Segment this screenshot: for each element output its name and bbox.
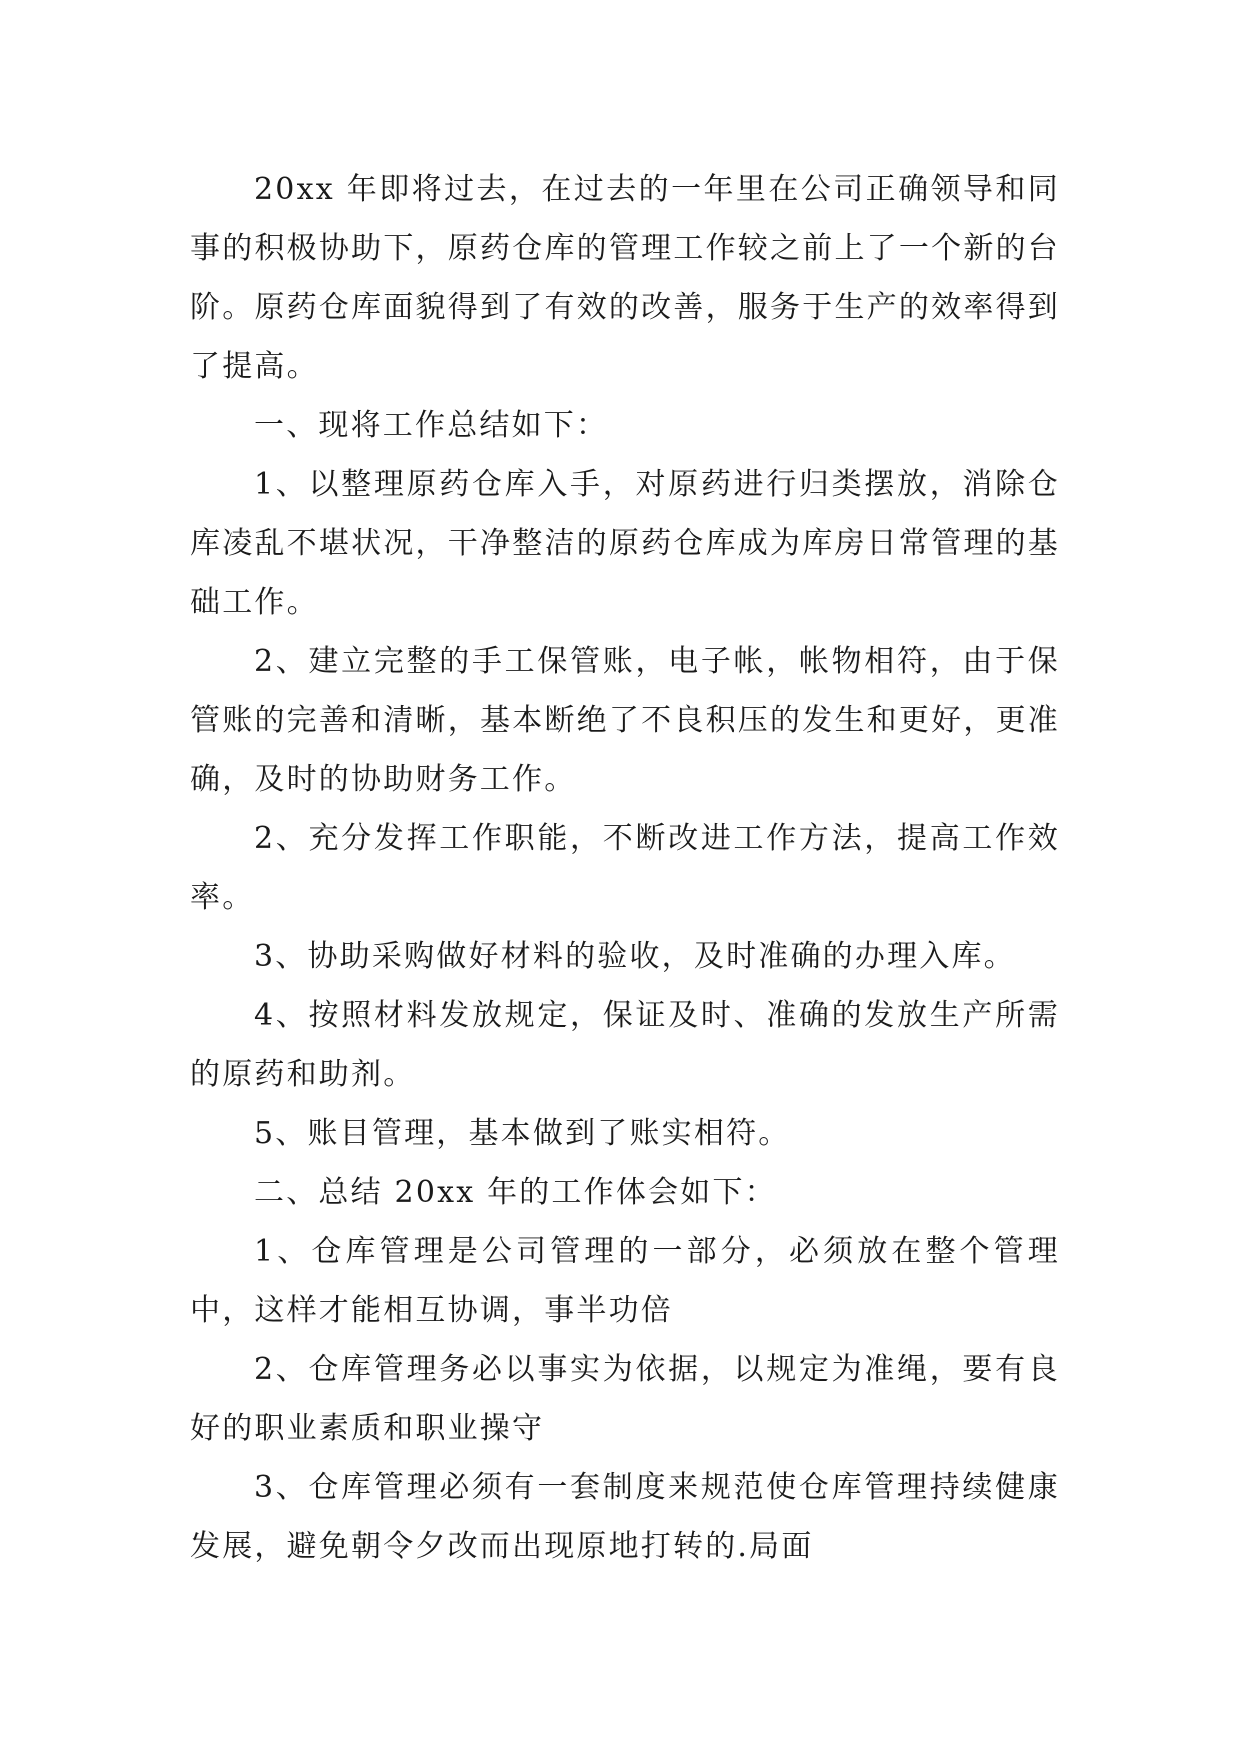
section-heading-work-summary: 一、现将工作总结如下： — [254, 408, 609, 443]
paragraph-item-1: 1、以整理原药仓库入手，对原药进行归类摆放，消除仓库凌乱不堪状况，干净整洁的原药仓库成为库房日常管理的基础工作。 — [190, 467, 1060, 620]
paragraph-item-3: 3、协助采购做好材料的验收，及时准确的办理入库。 — [254, 939, 1016, 974]
paragraph-experience-2: 2、仓库管理务必以事实为依据，以规定为准绳，要有良好的职业素质和职业操守 — [190, 1352, 1060, 1446]
paragraph-item-2: 2、建立完整的手工保管账，电子帐，帐物相符，由于保管账的完善和清晰，基本断绝了不良积压的发生和更好，更准确，及时的协助财务工作。 — [190, 644, 1060, 797]
paragraph-experience-1: 1、仓库管理是公司管理的一部分，必须放在整个管理中，这样才能相互协调，事半功倍 — [190, 1234, 1060, 1328]
paragraph-item-2b: 2、充分发挥工作职能，不断改进工作方法，提高工作效率。 — [190, 821, 1060, 915]
paragraph-item-5: 5、账目管理，基本做到了账实相符。 — [254, 1116, 791, 1151]
paragraph-item-4: 4、按照材料发放规定，保证及时、准确的发放生产所需的原药和助剂。 — [190, 998, 1060, 1092]
document-body — [190, 160, 1060, 1576]
section-heading-experience: 二、总结 20xx 年的工作体会如下： — [254, 1175, 777, 1210]
paragraph-experience-3: 3、仓库管理必须有一套制度来规范使仓库管理持续健康发展，避免朝令夕改而出现原地打转的.局面 — [190, 1470, 1060, 1564]
paragraph-intro: 20xx 年即将过去，在过去的一年里在公司正确领导和同事的积极协助下，原药仓库的管理工作较之前上了一个新的台阶。原药仓库面貌得到了有效的改善，服务于生产的效率得到了提高。 — [190, 172, 1060, 384]
